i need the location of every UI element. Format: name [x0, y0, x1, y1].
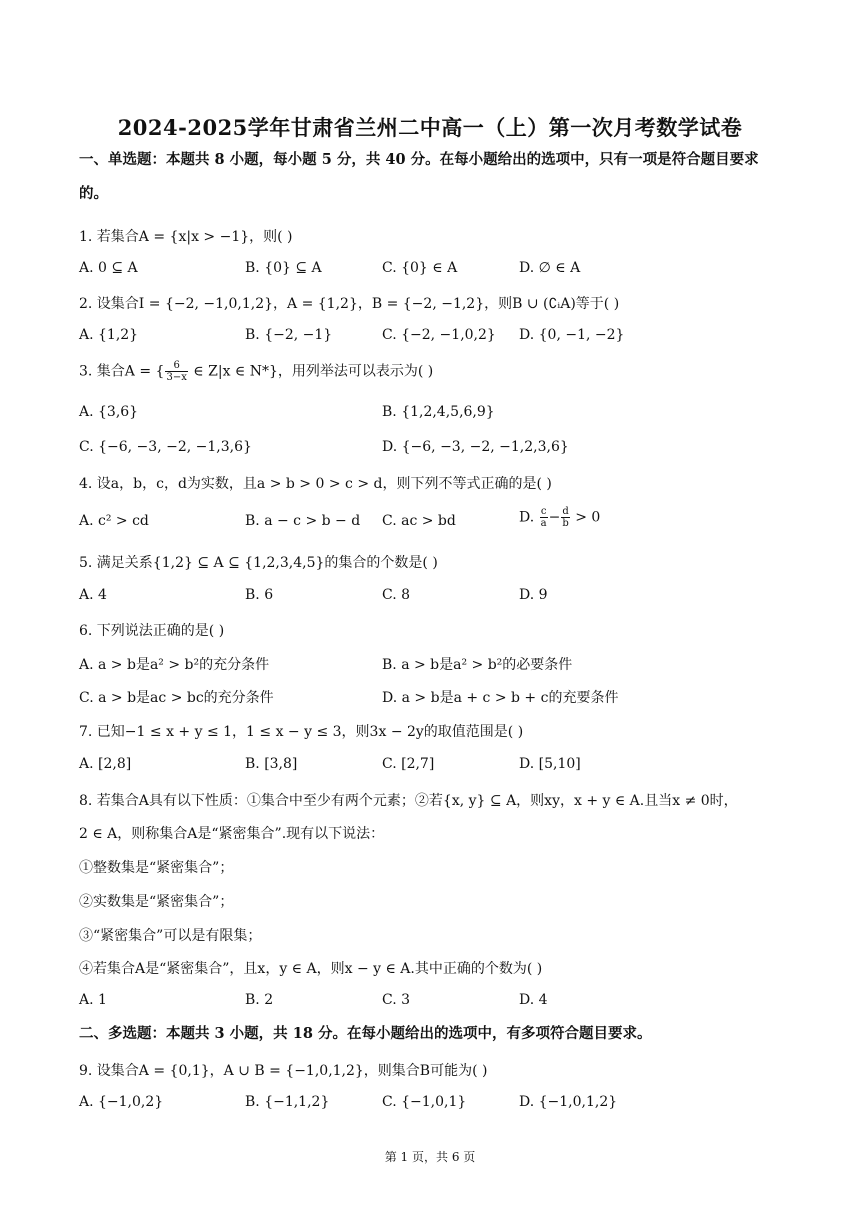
question-6: 6. 下列说法正确的是( ): [79, 623, 225, 639]
q9-option-c: C. {−1,0,1}: [382, 1094, 467, 1110]
page-title: 2024-2025学年甘肃省兰州二中高一（上）第一次月考数学试卷: [117, 115, 743, 140]
q3-option-b: B. {1,2,4,5,6,9}: [382, 404, 495, 420]
q5-option-a: A. 4: [79, 587, 107, 603]
q9-option-d: D. {−1,0,1,2}: [519, 1094, 618, 1110]
q1-option-b: B. {0} ⊆ A: [245, 260, 322, 276]
q7-option-c: C. [2,7]: [382, 756, 435, 772]
page-footer: 第 1 页，共 6 页: [384, 1150, 476, 1164]
q5-option-b: B. 6: [245, 587, 274, 603]
section-heading-1: 一、单选题：本题共 8 小题，每小题 5 分，共 40 分。在每小题给出的选项中，只有一项是符合题目要求的。: [79, 151, 759, 202]
q8-option-b: B. 2: [245, 992, 274, 1008]
q8-option-a: A. 1: [79, 992, 107, 1008]
question-8-line-4: ②实数集是“紧密集合”；: [79, 894, 234, 910]
q3-option-d: D. {−6, −3, −2, −1,2,3,6}: [382, 439, 569, 455]
question-8-line-2: 2 ∈ A，则称集合A是“紧密集合”.现有以下说法：: [79, 826, 385, 842]
q4-option-b: B. a − c > b − d: [245, 513, 361, 529]
section-heading-2: 二、多选题：本题共 3 小题，共 18 分。在每小题给出的选项中，有多项符合题目要求。: [79, 1025, 652, 1042]
q4-option-a: A. c² > cd: [79, 513, 149, 529]
q9-option-b: B. {−1,1,2}: [245, 1094, 330, 1110]
q8-option-c: C. 3: [382, 992, 411, 1008]
question-5: 5. 满足关系{1,2} ⊆ A ⊆ {1,2,3,4,5}的集合的个数是( ): [79, 555, 438, 571]
q7-option-d: D. [5,10]: [519, 756, 581, 772]
q2-option-d: D. {0, −1, −2}: [519, 327, 625, 343]
q7-option-a: A. [2,8]: [79, 756, 132, 772]
q2-option-a: A. {1,2}: [79, 327, 139, 343]
q6-option-c: C. a > b是ac > bc的充分条件: [79, 690, 274, 706]
q5-option-d: D. 9: [519, 587, 548, 603]
q1-option-c: C. {0} ∈ A: [382, 260, 458, 276]
q8-option-d: D. 4: [519, 992, 548, 1008]
question-8-line-5: ③“紧密集合”可以是有限集；: [79, 928, 262, 944]
fraction: $\frac{6}{3-x}$: [166, 360, 187, 383]
q2-option-b: B. {−2, −1}: [245, 327, 333, 343]
q6-option-d: D. a > b是a + c > b + c的充要条件: [382, 690, 619, 706]
q2-option-c: C. {−2, −1,0,2}: [382, 327, 496, 343]
q4-option-c: C. ac > bd: [382, 513, 456, 529]
question-1: 1. 若集合A = {x|x > −1}，则( ): [79, 229, 293, 245]
question-4: 4. 设a，b，c，d为实数，且a > b > 0 > c > d，则下列不等式正确的是( ): [79, 476, 552, 492]
q1-option-a: A. 0 ⊆ A: [79, 260, 138, 276]
q1-option-d: D. ∅ ∈ A: [519, 260, 581, 276]
q3-option-c: C. {−6, −3, −2, −1,3,6}: [79, 439, 252, 455]
q6-option-b: B. a > b是a² > b²的必要条件: [382, 657, 573, 673]
q5-option-c: C. 8: [382, 587, 411, 603]
question-3: 3. 集合A = { $\frac{6}{3-x}$ ∈ Z|x ∈ N*}，用列举法可以表示为( ): [79, 360, 434, 383]
question-8-line-1: 8. 若集合A具有以下性质：①集合中至少有两个元素；②若{x, y} ⊆ A，则xy，x + y ∈ A.且当x ≠ 0时，: [79, 793, 738, 809]
question-8-line-3: ①整数集是“紧密集合”；: [79, 860, 234, 876]
question-9: 9. 设集合A = {0,1}，A ∪ B = {−1,0,1,2}，则集合B可能为( ): [79, 1063, 488, 1079]
q9-option-a: A. {−1,0,2}: [79, 1094, 164, 1110]
q6-option-a: A. a > b是a² > b²的充分条件: [79, 657, 270, 673]
question-7: 7. 已知−1 ≤ x + y ≤ 1，1 ≤ x − y ≤ 3，则3x − 2y的取值范围是( ): [79, 724, 524, 740]
q7-option-b: B. [3,8]: [245, 756, 298, 772]
question-8-line-6: ④若集合A是“紧密集合”，且x，y ∈ A，则x − y ∈ A.其中正确的个数为( ): [79, 961, 543, 977]
q4-option-d: D. $\frac{c}{a}$ − $\frac{d}{b}$ > 0: [519, 506, 601, 529]
question-2: 2. 设集合I = {−2, −1,0,1,2}，A = {1,2}，B = {−2, −1,2}，则B ∪ (∁ᵢA)等于( ): [79, 296, 620, 312]
q3-option-a: A. {3,6}: [79, 404, 139, 420]
